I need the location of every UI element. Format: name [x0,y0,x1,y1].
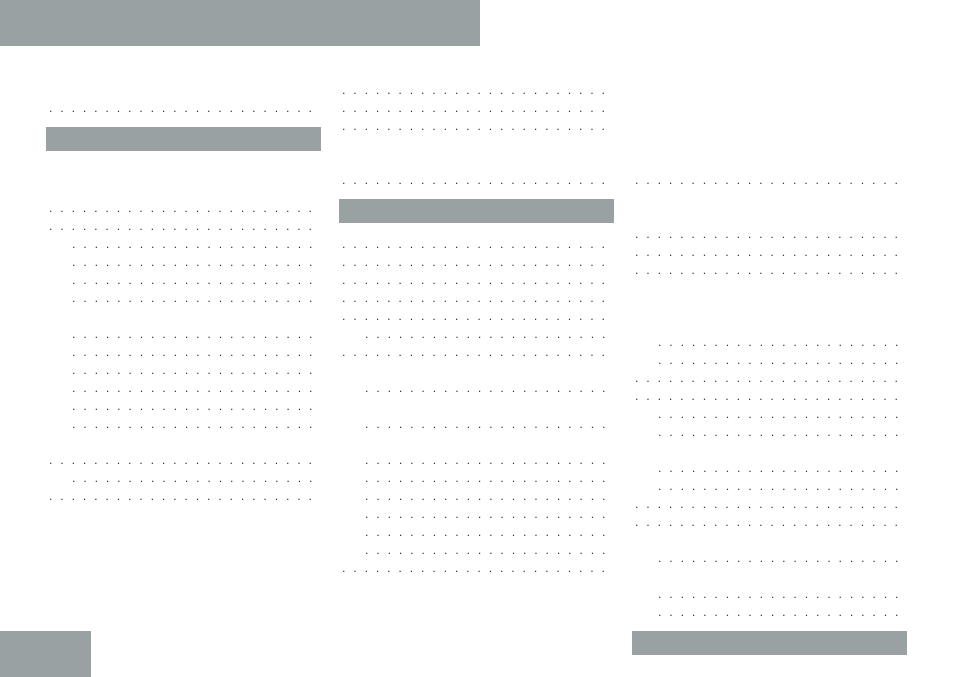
index-entry [46,181,321,199]
dot-leader [632,261,907,279]
index-entry [339,271,614,289]
index-entry [46,433,321,451]
index-column-1 [46,81,321,613]
dot-leader [69,469,321,487]
index-entry [632,153,907,171]
index-entry [632,441,907,459]
dot-leader [339,253,614,271]
dot-leader [339,343,614,361]
dot-leader [362,523,614,541]
dot-leader [632,171,907,189]
index-entry [632,369,907,387]
index-entry [46,289,321,307]
index-entry [339,559,614,577]
dot-leader [655,405,907,423]
index-entry [632,117,907,135]
index-entry [339,153,614,171]
index-entry [46,343,321,361]
index-entry [46,253,321,271]
dot-leader [69,271,321,289]
dot-leader [655,603,907,621]
index-entry [632,387,907,405]
index-entry [632,459,907,477]
index-entry [46,469,321,487]
index-entry [339,81,614,99]
index-entry [339,469,614,487]
dot-leader [362,379,614,397]
header-bar [0,0,480,46]
index-entry [46,99,321,117]
index-entry [632,567,907,585]
index-entry [632,423,907,441]
dot-leader [655,477,907,495]
index-entry [632,135,907,153]
dot-leader [655,585,907,603]
index-entry [632,81,907,99]
index-entry [339,505,614,523]
dot-leader [339,559,614,577]
index-entry [46,361,321,379]
index-entry [632,585,907,603]
index-entry [632,603,907,621]
dot-leader [69,397,321,415]
dot-leader [655,351,907,369]
index-entry [46,415,321,433]
dot-leader [632,387,907,405]
index-entry [632,279,907,297]
dot-leader [339,271,614,289]
dot-leader [339,171,614,189]
index-entry [339,325,614,343]
index-entry [632,477,907,495]
dot-leader [69,235,321,253]
index-entry [339,487,614,505]
index-entry [46,523,321,541]
section-letter-bar [339,199,614,223]
index-entry [46,397,321,415]
dot-leader [339,307,614,325]
index-entry [632,189,907,207]
index-entry [339,343,614,361]
dot-leader [362,541,614,559]
index-entry [339,433,614,451]
index-entry [339,451,614,469]
index-entry [339,523,614,541]
index-entry [46,81,321,99]
dot-leader [362,451,614,469]
index-entry [632,99,907,117]
dot-leader [69,379,321,397]
dot-leader [362,415,614,433]
index-entry [46,595,321,613]
page-number-box [0,631,91,677]
dot-leader [69,253,321,271]
index-entry [339,361,614,379]
index-entry [632,495,907,513]
dot-leader [632,225,907,243]
dot-leader [339,99,614,117]
dot-leader [655,549,907,567]
dot-leader [362,505,614,523]
index-entry [46,577,321,595]
dot-leader [655,459,907,477]
dot-leader [339,235,614,253]
index-entry [632,297,907,315]
dot-leader [46,99,321,117]
section-letter-bar [46,127,321,151]
index-entry [339,379,614,397]
index-entry [46,271,321,289]
index-entry [632,531,907,549]
dot-leader [362,487,614,505]
dot-leader [632,369,907,387]
index-entry [632,351,907,369]
index-entry [46,505,321,523]
index-entry [46,559,321,577]
index-entry [339,117,614,135]
index-entry [46,163,321,181]
dot-leader [46,451,321,469]
index-column-3 [632,81,907,667]
dot-leader [69,415,321,433]
index-entry [632,405,907,423]
dot-leader [46,487,321,505]
dot-leader [46,199,321,217]
index-entry [46,235,321,253]
dot-leader [362,469,614,487]
index-entry [46,199,321,217]
index-entry [632,315,907,333]
dot-leader [339,81,614,99]
index-entry [339,235,614,253]
index-entry [46,451,321,469]
dot-leader [69,289,321,307]
index-entry [632,549,907,567]
index-entry [46,217,321,235]
index-entry [46,379,321,397]
index-entry [339,415,614,433]
index-entry [632,207,907,225]
dot-leader [339,289,614,307]
dot-leader [655,423,907,441]
index-entry [46,325,321,343]
index-entry [632,513,907,531]
dot-leader [69,325,321,343]
dot-leader [339,117,614,135]
index-entry [339,253,614,271]
index-entry [46,307,321,325]
dot-leader [632,495,907,513]
dot-leader [632,513,907,531]
index-entry [339,307,614,325]
index-entry [632,261,907,279]
index-entry [339,289,614,307]
dot-leader [69,361,321,379]
index-entry [339,99,614,117]
dot-leader [632,243,907,261]
index-entry [632,171,907,189]
dot-leader [69,343,321,361]
index-entry [339,397,614,415]
index-entry [46,541,321,559]
dot-leader [46,217,321,235]
index-entry [632,225,907,243]
index-entry [339,135,614,153]
index-entry [632,333,907,351]
index-entry [46,487,321,505]
dot-leader [362,325,614,343]
index-entry [339,541,614,559]
dot-leader [655,333,907,351]
section-letter-bar [632,631,907,655]
index-entry [632,243,907,261]
index-column-2 [339,81,614,577]
index-entry [339,171,614,189]
